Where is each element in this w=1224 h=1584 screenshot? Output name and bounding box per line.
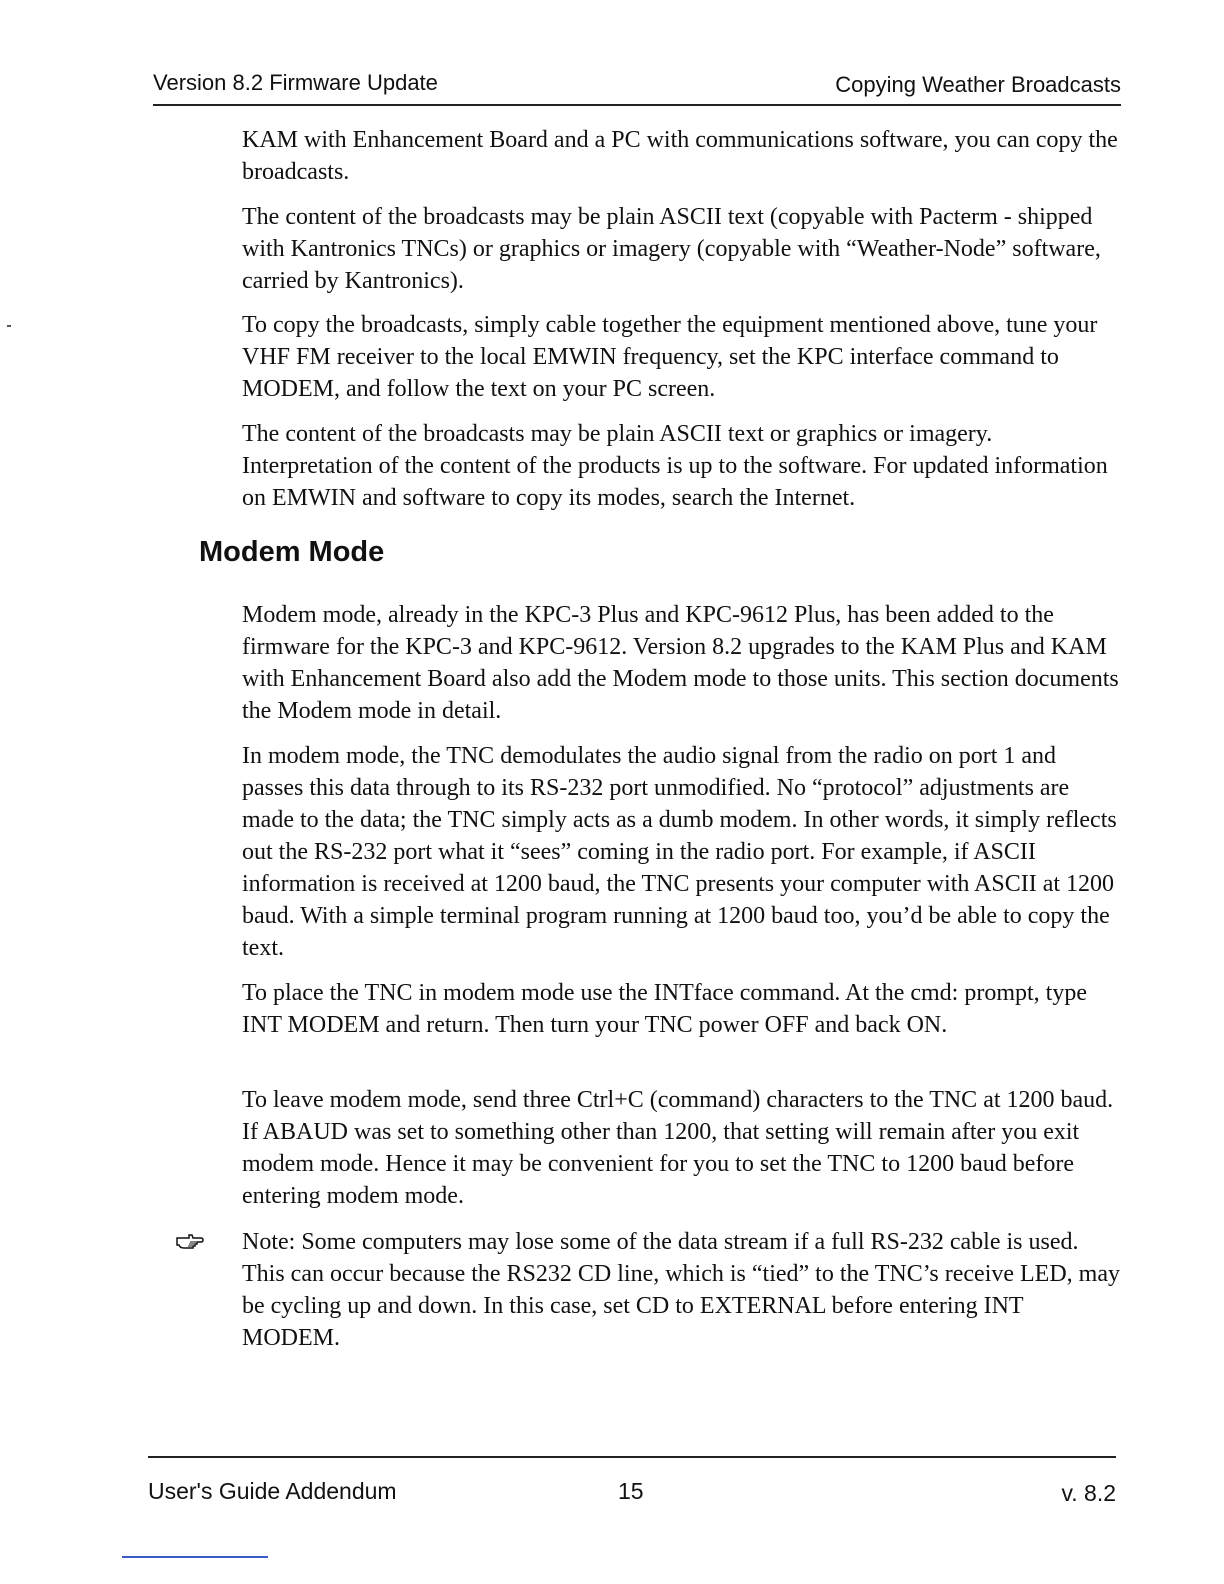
- paragraph-text: The content of the broadcasts may be plain ASCII text or graphics or imagery. Interpretation of the content of the products is up to the software. For updated information on EMWIN and software to copy its modes, search the Internet.: [242, 421, 1108, 511]
- paragraph-text: To copy the broadcasts, simply cable together the equipment mentioned above, tune your VHF FM receiver to the local EMWIN frequency, set the KPC interface command to MODEM, and follow the text on your PC screen.: [242, 312, 1098, 402]
- footer-divider: [148, 1456, 1116, 1458]
- header-left-title: Version 8.2 Firmware Update: [153, 70, 438, 95]
- blue-underline-mark: [122, 1556, 268, 1558]
- paragraph-enter-modem: [242, 977, 1122, 1041]
- paragraph-text: In modem mode, the TNC demodulates the audio signal from the radio on port 1 and passes this data through to its RS-232 port unmodified. No “protocol” adjustments are made to the data; the TNC simply acts as a dumb modem. In other words, it simply reflects out the RS-232 port what it “sees” coming in the radio port. For example, if ASCII information is received at 1200 baud, the TNC presents your computer with ASCII at 1200 baud. With a simple terminal program running at 1200 baud too, you’d be able to copy the text.: [242, 743, 1117, 961]
- section-heading-modem-mode: Modem Mode: [199, 536, 385, 568]
- paragraph-text: To leave modem mode, send three Ctrl+C (command) characters to the TNC at 1200 baud. If ABAUD was set to something other than 1200, that setting will remain after you exit modem mode. Hence it may be convenient for you to set the TNC to 1200 baud before entering modem mode.: [242, 1087, 1114, 1209]
- header-right-title: Copying Weather Broadcasts: [835, 72, 1121, 97]
- paragraph-text: To place the TNC in modem mode use the INTface command. At the cmd: prompt, type INT MODEM and return. Then turn your TNC power OFF and back ON.: [242, 980, 1087, 1038]
- pointing-hand-icon: [176, 1232, 204, 1252]
- scan-speck: [7, 325, 11, 327]
- footer-version: v. 8.2: [1061, 1480, 1116, 1506]
- footer-left-title: User's Guide Addendum: [148, 1478, 397, 1504]
- paragraph-modem-intro: [242, 599, 1122, 727]
- paragraph-modem-operation: [242, 740, 1122, 964]
- paragraph-leave-modem: [242, 1084, 1122, 1212]
- note-text: Note: Some computers may lose some of the data stream if a full RS-232 cable is used. This can occur because the RS232 CD line, which is “tied” to the TNC’s receive LED, may be cycling up and down. In this case, set CD to EXTERNAL before entering INT MODEM.: [242, 1229, 1120, 1351]
- page-header: [153, 66, 1121, 106]
- paragraph-text: KAM with Enhancement Board and a PC with communications software, you can copy the broadcasts.: [242, 127, 1118, 185]
- page-footer: [148, 1478, 1116, 1508]
- paragraph-kam-copy: [242, 124, 1122, 188]
- note-paragraph: [242, 1226, 1122, 1354]
- paragraph-content-ascii: [242, 201, 1122, 297]
- paragraph-text: The content of the broadcasts may be plain ASCII text (copyable with Pacterm - shipped with Kantronics TNCs) or graphics or imagery (copyable with “Weather-Node” software, carried by Kantronics).: [242, 204, 1101, 294]
- paragraph-copy-broadcasts: [242, 309, 1122, 405]
- paragraph-text: Modem mode, already in the KPC-3 Plus and KPC-9612 Plus, has been added to the firmware for the KPC-3 and KPC-9612. Version 8.2 upgrades to the KAM Plus and KAM with Enhancement Board also add the Modem mode to those units. This section documents the Modem mode in detail.: [242, 602, 1119, 724]
- paragraph-content-interpretation: [242, 418, 1122, 514]
- page-number: 15: [618, 1478, 644, 1504]
